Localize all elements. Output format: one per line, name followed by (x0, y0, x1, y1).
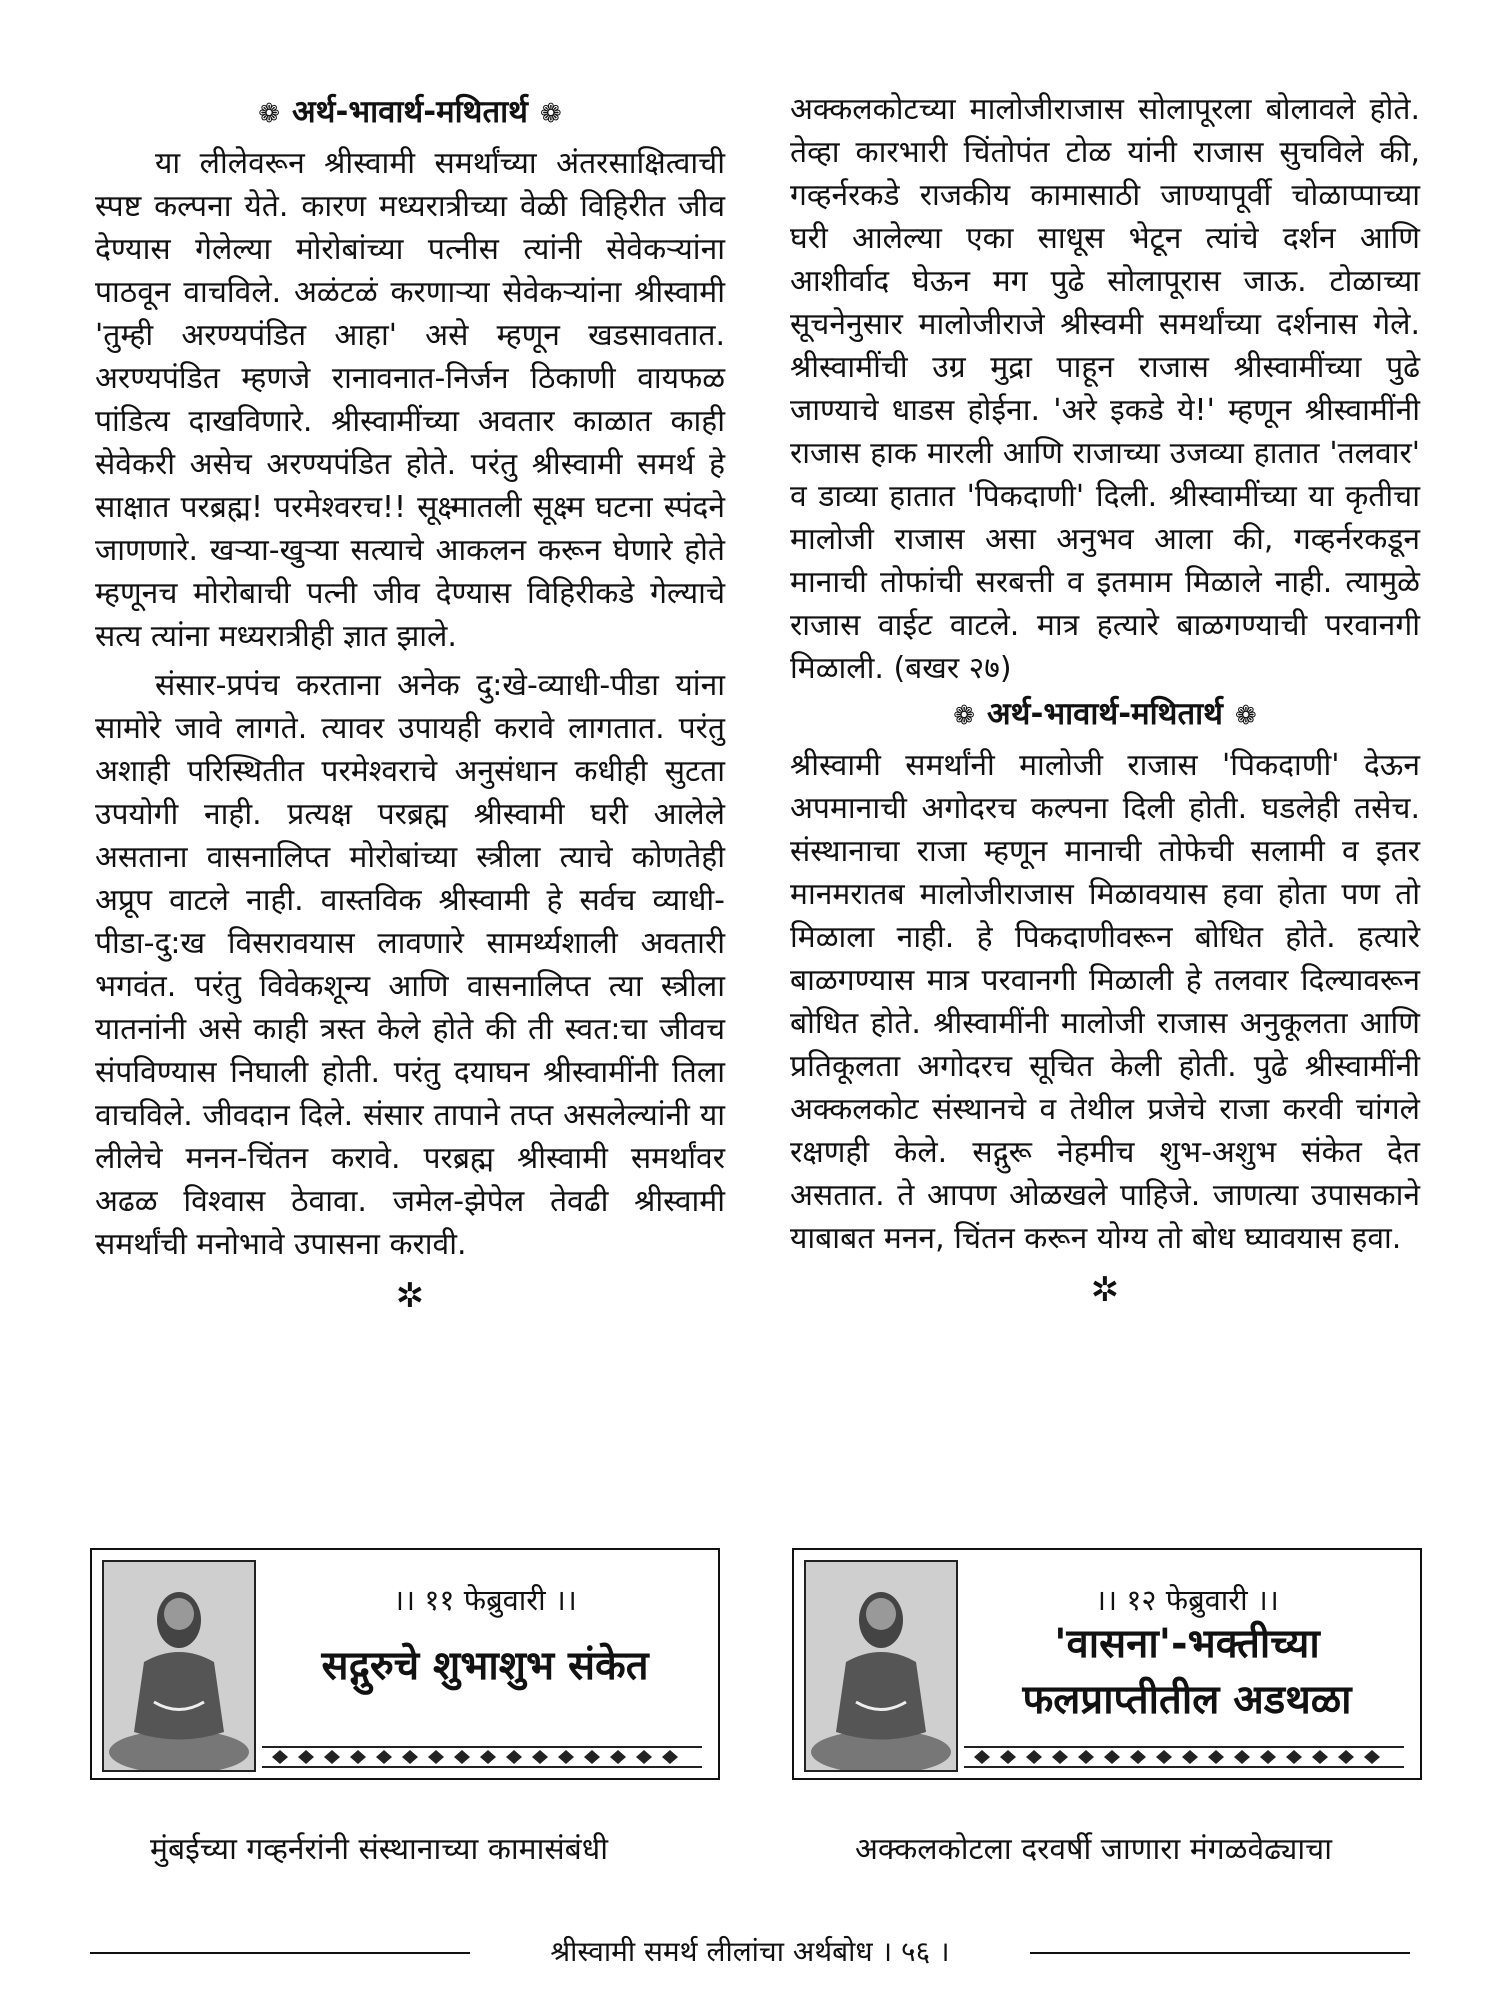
left-paragraph-2: संसार-प्रपंच करताना अनेक दु:खे-व्याधी-पीडा यांना सामोरे जावे लागते. त्यावर उपायही करावे लागतात. परंतु अशाही परिस्थितीत परमेश्वराचे अनुसंधान कधीही सुटता उपयोगी नाही. प्रत्यक्ष परब्रह्म श्रीस्वामी घरी आलेले असताना वासनालिप्त मोरोबांच्या स्त्रीला त्याचे कोणतेही अप्रूप वाटले नाही. वास्तविक श्रीस्वामी हे सर्वच व्याधी-पीडा-दु:ख विसरावयास लावणारे सामर्थ्यशाली अवतारी भगवंत. परंतु विवेकशून्य आणि वासनालिप्त त्या स्त्रीला यातनांनी असे काही त्रस्त केले होते की ती स्वत:चा जीवच संपविण्यास निघाली होती. परंतु दयाघन श्रीस्वामींनी तिला वाचविले. जीवदान दिले. संसार तापाने तप्त असलेल्यांनी या लीलेचे मनन-चिंतन करावे. परब्रह्म श्रीस्वामी समर्थांवर अढळ विश्वास ठेवावा. जमेल-झेपेल तेवढी श्रीस्वामी समर्थांची मनोभावे उपासना करावी. (95, 668, 725, 1262)
page-footer (0, 1928, 1500, 1968)
decorative-border-strip (964, 1746, 1404, 1768)
box-date: ।। ११ फेब्रुवारी ।। (393, 1583, 577, 1617)
flower-ornament-icon: ❁ (540, 99, 562, 129)
right-paragraph-bottom: श्रीस्वामी समर्थांनी मालोजी राजास 'पिकदाणी' देऊन अपमानाची अगोदरच कल्पना दिली होती. घडलेही तसेच. संस्थानाचा राजा म्हणून मानाची तोफेची सलामी व इतर मानमरातब मालोजीराजास मिळावयास हवा होता पण तो मिळाला नाही. हे पिकदाणीवरून बोधित होते. हत्यारे बाळगण्यास मात्र परवानगी मिळाली हे तलवार दिल्यावरून बोधित होते. श्रीस्वामींनी मालोजी राजास अनुकूलता आणि प्रतिकूलता अगोदरच सूचित केली होती. पुढे श्रीस्वामींनी अक्कलकोट संस्थानचे व तेथील प्रजेचे राजा करवी चांगले रक्षणही केले. सद्गुरू नेहमीच शुभ-अशुभ संकेत देत असतात. ते आपण ओळखले पाहिजे. जाणत्या उपासकाने याबाबत मनन, चिंतन करून योग्य तो बोध घ्यावयास हवा. (790, 748, 1420, 1256)
right-heading-text: अर्थ-भावार्थ-मथितार्थ (986, 696, 1223, 732)
right-section-heading (790, 694, 1420, 736)
decorative-border-strip (262, 1746, 702, 1768)
box-title-line-2: फलप्राप्तीतील अडथळा (1022, 1677, 1352, 1723)
left-column (95, 88, 725, 1316)
box-title: सद्गुरुचे शुभाशुभ संकेत (321, 1643, 649, 1689)
box-title (964, 1616, 1410, 1728)
section-end-star-icon: ✲ (1090, 1270, 1120, 1310)
right-paragraph-top: अक्कलकोटच्या मालोजीराजास सोलापूरला बोलावले होते. तेव्हा कारभारी चिंतोपंत टोळ यांनी राजास सुचविले की, गव्हर्नरकडे राजकीय कामासाठी जाण्यापूर्वी चोळाप्पाच्या घरी आलेल्या एका साधूस भेटून त्यांचे दर्शन आणि आशीर्वाद घेऊन मग पुढे सोलापूरास जाऊ. टोळाच्या सूचनेनुसार मालोजीराजे श्रीस्वमी समर्थांच्या दर्शनास गेले. श्रीस्वामींची उग्र मुद्रा पाहून राजास श्रीस्वामींच्या पुढे जाण्याचे धाडस होईना. 'अरे इकडे ये!' म्हणून श्रीस्वामींनी राजास हाक मारली आणि राजाच्या उजव्या हातात 'तलवार' व डाव्या हातात 'पिकदाणी' दिली. श्रीस्वामींच्या या कृतीचा मालोजी राजास असा अनुभव आला की, गव्हर्नरकडून मानाची तोफांची सरबत्ती व इतमाम मिळाले नाही. त्यामुळे राजास वाईट वाटले. मात्र हत्यारे बाळगण्याची परवानगी मिळाली. (बखर २७) (790, 92, 1420, 686)
chapter-title-box-12 (792, 1548, 1422, 1780)
right-column (790, 88, 1420, 1310)
left-paragraph-1: या लीलेवरून श्रीस्वामी समर्थांच्या अंतरसाक्षित्वाची स्पष्ट कल्पना येते. कारण मध्यरात्रीच्या वेळी विहिरीत जीव देण्यास गेलेल्या मोरोबांच्या पत्नीस त्यांनी सेवेकऱ्यांना पाठवून वाचविले. अळंटळं करणाऱ्या सेवेकऱ्यांना श्रीस्वामी 'तुम्ही अरण्यपंडित आहा' असे म्हणून खडसावतात. अरण्यपंडित म्हणजे रानावनात-निर्जन ठिकाणी वायफळ पांडित्य दाखविणारे. श्रीस्वामींच्या अवतार काळात काही सेवेकरी असेच अरण्यपंडित होते. परंतु श्रीस्वामी समर्थ हे साक्षात परब्रह्म! परमेश्वरच!! सूक्ष्मातली सूक्ष्म घटना स्पंदने जाणणारे. खऱ्या-खुऱ्या सत्याचे आकलन करून घेणारे होते म्हणूनच मोरोबाची पत्नी जीव देण्यास विहिरीकडे गेल्याचे सत्य त्यांना मध्यरात्रीही ज्ञात झाले. (95, 146, 725, 654)
swami-portrait-image (102, 1560, 256, 1772)
left-heading-text: अर्थ-भावार्थ-मथितार्थ (291, 94, 528, 130)
footer-rule-right (1030, 1952, 1410, 1954)
box-title-line-1: 'वासना'-भक्तीच्या (1054, 1621, 1320, 1667)
swami-portrait-image (804, 1560, 958, 1772)
flower-ornament-icon: ❁ (258, 99, 280, 129)
left-section-heading (95, 92, 725, 134)
flower-ornament-icon: ❁ (953, 701, 975, 731)
box-date: ।। १२ फेब्रुवारी ।। (1095, 1583, 1279, 1617)
footer-rule-left (90, 1952, 470, 1954)
footer-text: श्रीस्वामी समर्थ लीलांचा अर्थबोध । ५६ । (550, 1935, 950, 1968)
chapter-11-lead-text: मुंबईच्या गव्हर्नरांनी संस्थानाच्या कामासंबंधी (150, 1832, 608, 1867)
chapter-title-box-11 (90, 1548, 720, 1780)
flower-ornament-icon: ❁ (1235, 701, 1257, 731)
chapter-12-lead-text: अक्कलकोटला दरवर्षी जाणारा मंगळवेढ्याचा (855, 1832, 1332, 1867)
section-end-star-icon: ✲ (395, 1276, 425, 1316)
